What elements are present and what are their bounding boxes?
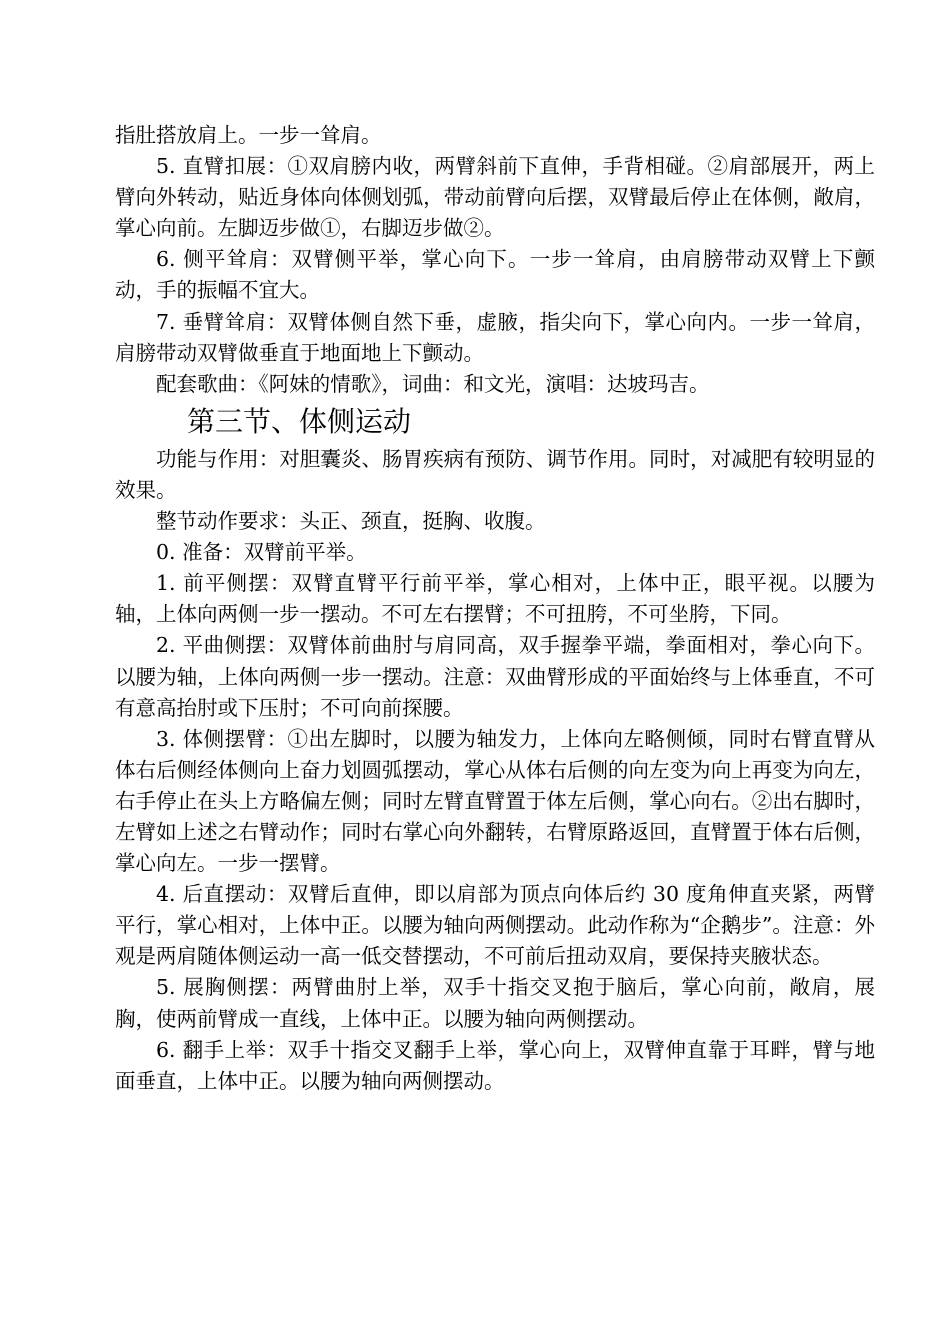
- paragraphs-top: [115, 120, 875, 400]
- paragraph-step-5-straight-arm-spread: 5. 直臂扣展：①双肩膀内收，两臂斜前下直伸，手背相碰。②肩部展开，两上臂向外转动，贴近身体向体侧划弧，带动前臂向后摆，双臂最后停止在体侧，敞肩，掌心向前。左脚迈步做①，右脚迈步做②。: [115, 154, 875, 241]
- paragraph-overall-requirements: 整节动作要求：头正、颈直，挺胸、收腹。: [156, 509, 546, 534]
- paragraph-continued-text: 指肚搭放肩上。一步一耸肩。: [115, 123, 382, 147]
- paragraph-step-6-side-shrug: 6. 侧平耸肩：双臂侧平举，掌心向下。一步一耸肩，由肩膀带动双臂上下颤动，手的振幅不宜大。: [115, 247, 875, 303]
- paragraph-step-1-front-side-swing: 1. 前平侧摆：双臂直臂平行前平举，掌心相对，上体中正，眼平视。以腰为轴，上体向两侧一步一摆动。不可左右摆臂；不可扭胯，不可坐胯，下同。: [115, 571, 875, 627]
- paragraph-function-effect: 功能与作用：对胆囊炎、肠胃疾病有预防、调节作用。同时，对减肥有较明显的效果。: [115, 446, 875, 502]
- section-title: 第三节、体侧运动: [187, 404, 412, 438]
- paragraph-step-3-side-arm-swing: 3. 体侧摆臂：①出左脚时，以腰为轴发力，上体向左略侧倾，同时右臂直臂从体右后侧经体侧向上奋力划圆弧摆动，掌心从体右后侧的向左变为向上再变为向左，右手停止在头上方略偏左侧；同时左臂直臂置于体左后侧，掌心向右。②出右脚时，左臂如上述之右臂动作；同时右掌心向外翻转，右臂原路返回，直臂置于体右后侧，掌心向左。一步一摆臂。: [115, 726, 875, 876]
- paragraph-step-4-back-straight-swing: 4. 后直摆动：双臂后直伸，即以肩部为顶点向体后约 30 度角伸直夹紧，两臂平行，掌心相对，上体中正。以腰为轴向两侧摆动。此动作称为“企鹅步”。注意：外观是两肩随体侧运动一高一低交替摆动，不可前后扭动双肩，要保持夹腋状态。: [115, 882, 875, 969]
- paragraph-song-credits: 配套歌曲：《阿妹的情歌》，词曲：和文光，演唱：达坡玛吉。: [156, 371, 710, 396]
- paragraph-step-6-hands-up-swing: 6. 翻手上举：双手十指交叉翻手上举，掌心向上，双臂伸直靠于耳畔，臂与地面垂直，上体中正。以腰为轴向两侧摆动。: [115, 1037, 875, 1093]
- paragraphs-bottom: [115, 444, 875, 1097]
- paragraph-step-2-flat-bent-swing: 2. 平曲侧摆：双臂体前曲肘与肩同高，双手握拳平端，拳面相对，拳心向下。以腰为轴，上体向两侧一步一摆动。注意：双曲臂形成的平面始终与上体垂直，不可有意高抬肘或下压肘；不可向前探腰。: [115, 633, 875, 720]
- paragraph-step-0-prepare: 0. 准备：双臂前平举。: [156, 540, 367, 565]
- paragraph-step-5-chest-open-swing: 5. 展胸侧摆：两臂曲肘上举，双手十指交叉抱于脑后，掌心向前，敞肩，展胸，使两前臂成一直线，上体中正。以腰为轴向两侧摆动。: [115, 975, 875, 1031]
- paragraph-step-7-hanging-arm-shrug: 7. 垂臂耸肩：双臂体侧自然下垂，虚腋，指尖向下，掌心向内。一步一耸肩，肩膀带动双臂做垂直于地面地上下颤动。: [115, 309, 875, 365]
- document-page: [115, 120, 875, 1097]
